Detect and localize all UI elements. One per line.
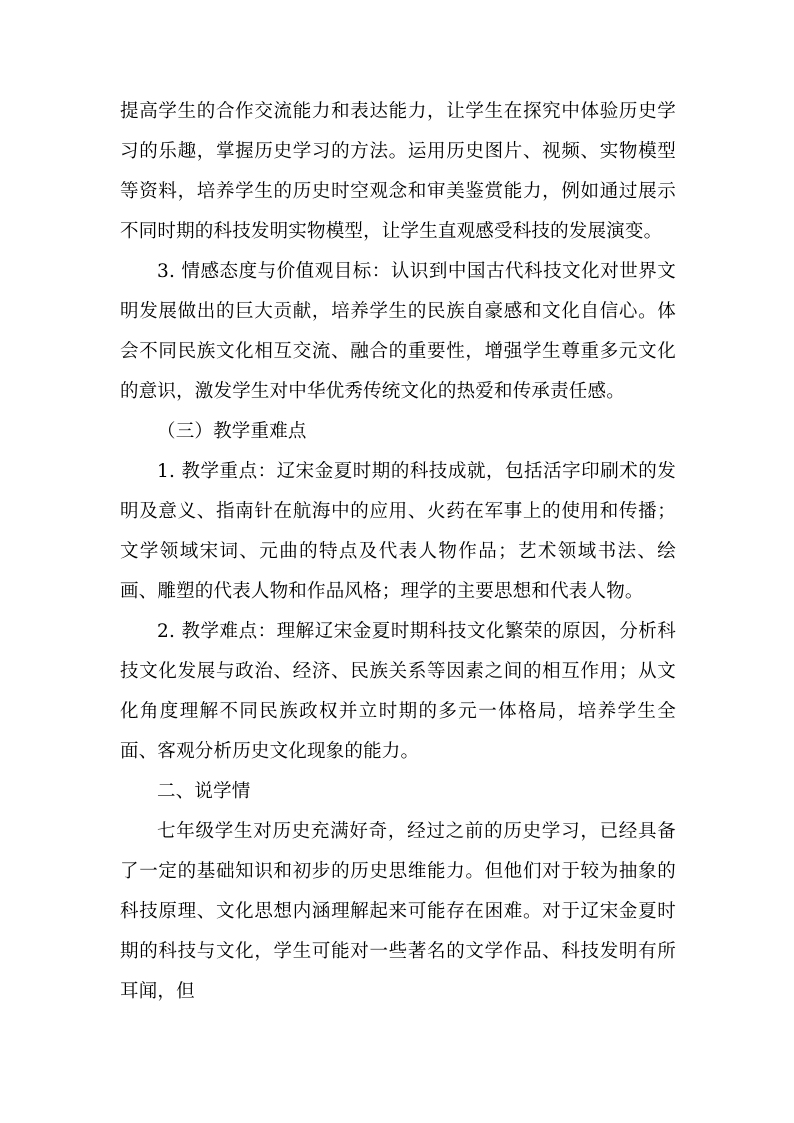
paragraph-skills-methods: 提高学生的合作交流能力和表达能力，让学生在探究中体验历史学习的乐趣，掌握历史学习的方法。运用历史图片、视频、实物模型等资料，培养学生的历史时空观念和审美鉴赏能力，例如通过展示不同时期的科技发明实物模型，让学生直观感受科技的发展演变。	[120, 101, 676, 242]
paragraph-emotion-goals: 3. 情感态度与价值观目标：认识到中国古代科技文化对世界文明发展做出的巨大贡献，培养学生的民族自豪感和文化自信心。体会不同民族文化相互交流、融合的重要性，增强学生尊重多元文化的意识，激发学生对中华优秀传统文化的热爱和传承责任感。	[120, 261, 676, 402]
paragraph-teaching-difficulty: 2. 教学难点：理解辽宋金夏时期科技文化繁荣的原因，分析科技文化发展与政治、经济、民族关系等因素之间的相互作用；从文化角度理解不同民族政权并立时期的多元一体格局，培养学生全面、客观分析历史文化现象的能力。	[120, 621, 676, 762]
section-heading-key-difficult-points: （三）教学重难点	[157, 421, 307, 442]
document-body	[120, 92, 676, 1012]
section-heading-student-analysis: 二、说学情	[157, 781, 251, 802]
paragraph-student-analysis: 七年级学生对历史充满好奇，经过之前的历史学习，已经具备了一定的基础知识和初步的历史思维能力。但他们对于较为抽象的科技原理、文化思想内涵理解起来可能存在困难。对于辽宋金夏时期的科技与文化，学生可能对一些著名的文学作品、科技发明有所耳闻，但	[120, 821, 676, 1002]
paragraph-teaching-focus: 1. 教学重点：辽宋金夏时期的科技成就，包括活字印刷术的发明及意义、指南针在航海中的应用、火药在军事上的使用和传播；文学领域宋词、元曲的特点及代表人物作品；艺术领域书法、绘画、雕塑的代表人物和作品风格；理学的主要思想和代表人物。	[120, 461, 676, 602]
